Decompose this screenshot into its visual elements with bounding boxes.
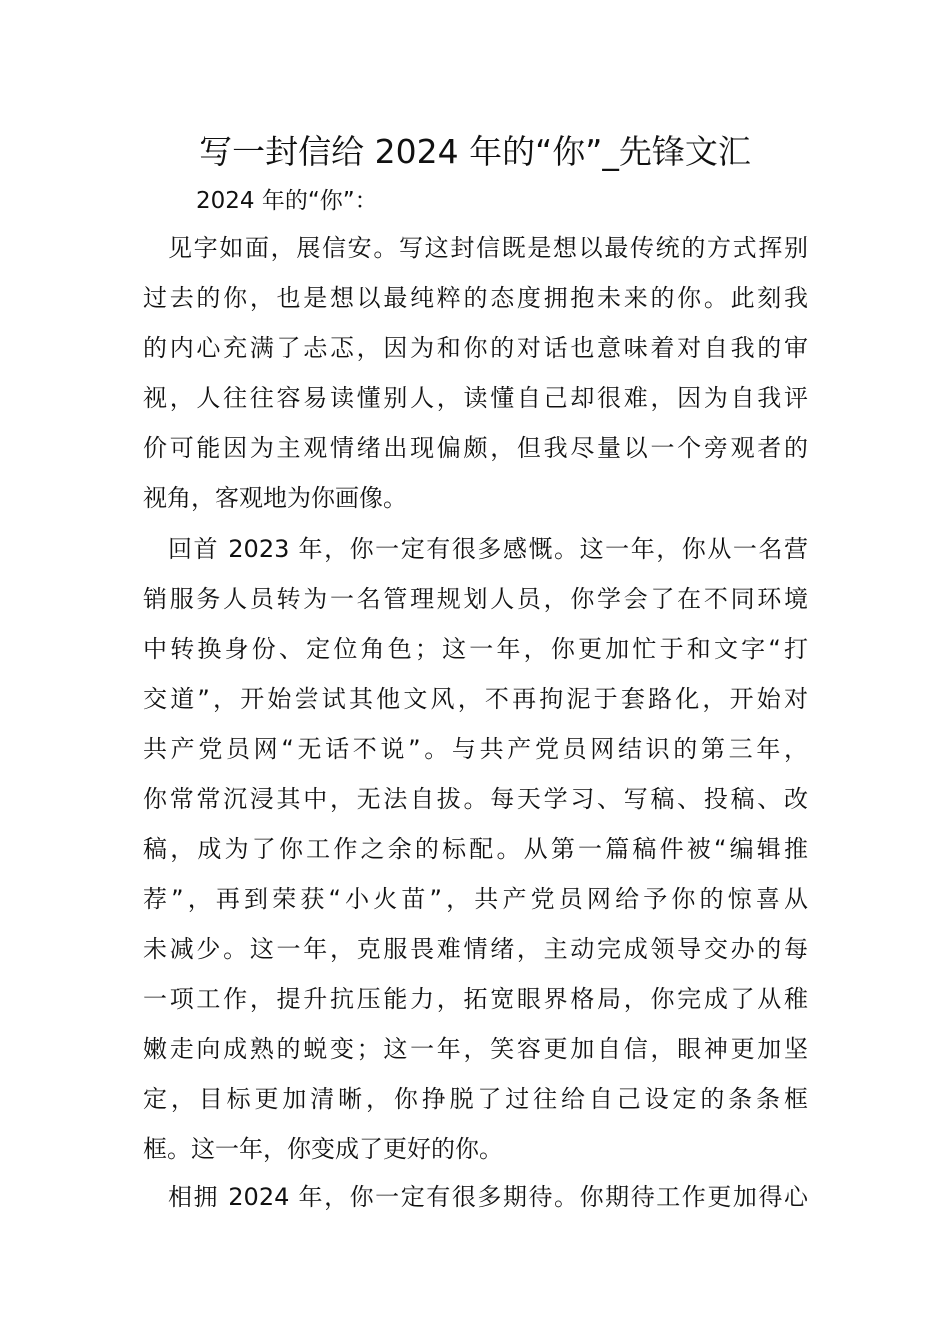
letter-salutation: 2024 年的“你”： [196,188,378,214]
paragraph-intro [143,223,808,523]
paragraph-line: 定，目标更加清晰，你挣脱了过往给自己设定的条条框 [143,1085,808,1113]
paragraph-line: 稿，成为了你工作之余的标配。从第一篇稿件被“编辑推 [143,835,808,863]
paragraph-line: 你常常沉浸其中，无法自拔。每天学习、写稿、投稿、改 [143,785,808,813]
document-title: 写一封信给 2024 年的“你”_先锋文汇 [199,132,751,171]
paragraph-2023 [143,524,808,1174]
paragraph-line: 未减少。这一年，克服畏难情绪，主动完成领导交办的每 [143,935,808,963]
paragraph-line: 销服务人员转为一名管理规划人员，你学会了在不同环境 [143,585,808,613]
paragraph-line: 视角，客观地为你画像。 [143,484,407,512]
paragraph-line: 框。这一年，你变成了更好的你。 [143,1135,503,1163]
paragraph-line: 共产党员网“无话不说”。与共产党员网结识的第三年， [143,735,808,763]
paragraph-line: 嫩走向成熟的蜕变；这一年，笑容更加自信，眼神更加坚 [143,1035,808,1063]
paragraph-line: 价可能因为主观情绪出现偏颇，但我尽量以一个旁观者的 [143,434,808,462]
paragraph-line: 视，人往往容易读懂别人，读懂自己却很难，因为自我评 [143,384,808,412]
paragraph-line: 相拥 2024 年，你一定有很多期待。你期待工作更加得心 [168,1183,808,1211]
paragraph-line: 过去的你，也是想以最纯粹的态度拥抱未来的你。此刻我 [143,284,808,312]
paragraph-line: 交道”，开始尝试其他文风，不再拘泥于套路化，开始对 [143,685,808,713]
paragraph-line: 见字如面，展信安。写这封信既是想以最传统的方式挥别 [168,234,808,262]
paragraph-line: 回首 2023 年，你一定有很多感慨。这一年，你从一名营 [168,535,808,563]
paragraph-line: 荐”，再到荣获“小火苗”，共产党员网给予你的惊喜从 [143,885,808,913]
paragraph-line: 中转换身份、定位角色；这一年，你更加忙于和文字“打 [143,635,808,663]
paragraph-line: 的内心充满了忐忑，因为和你的对话也意味着对自我的审 [143,334,808,362]
paragraph-2024 [143,1172,808,1222]
paragraph-line: 一项工作，提升抗压能力，拓宽眼界格局，你完成了从稚 [143,985,808,1013]
